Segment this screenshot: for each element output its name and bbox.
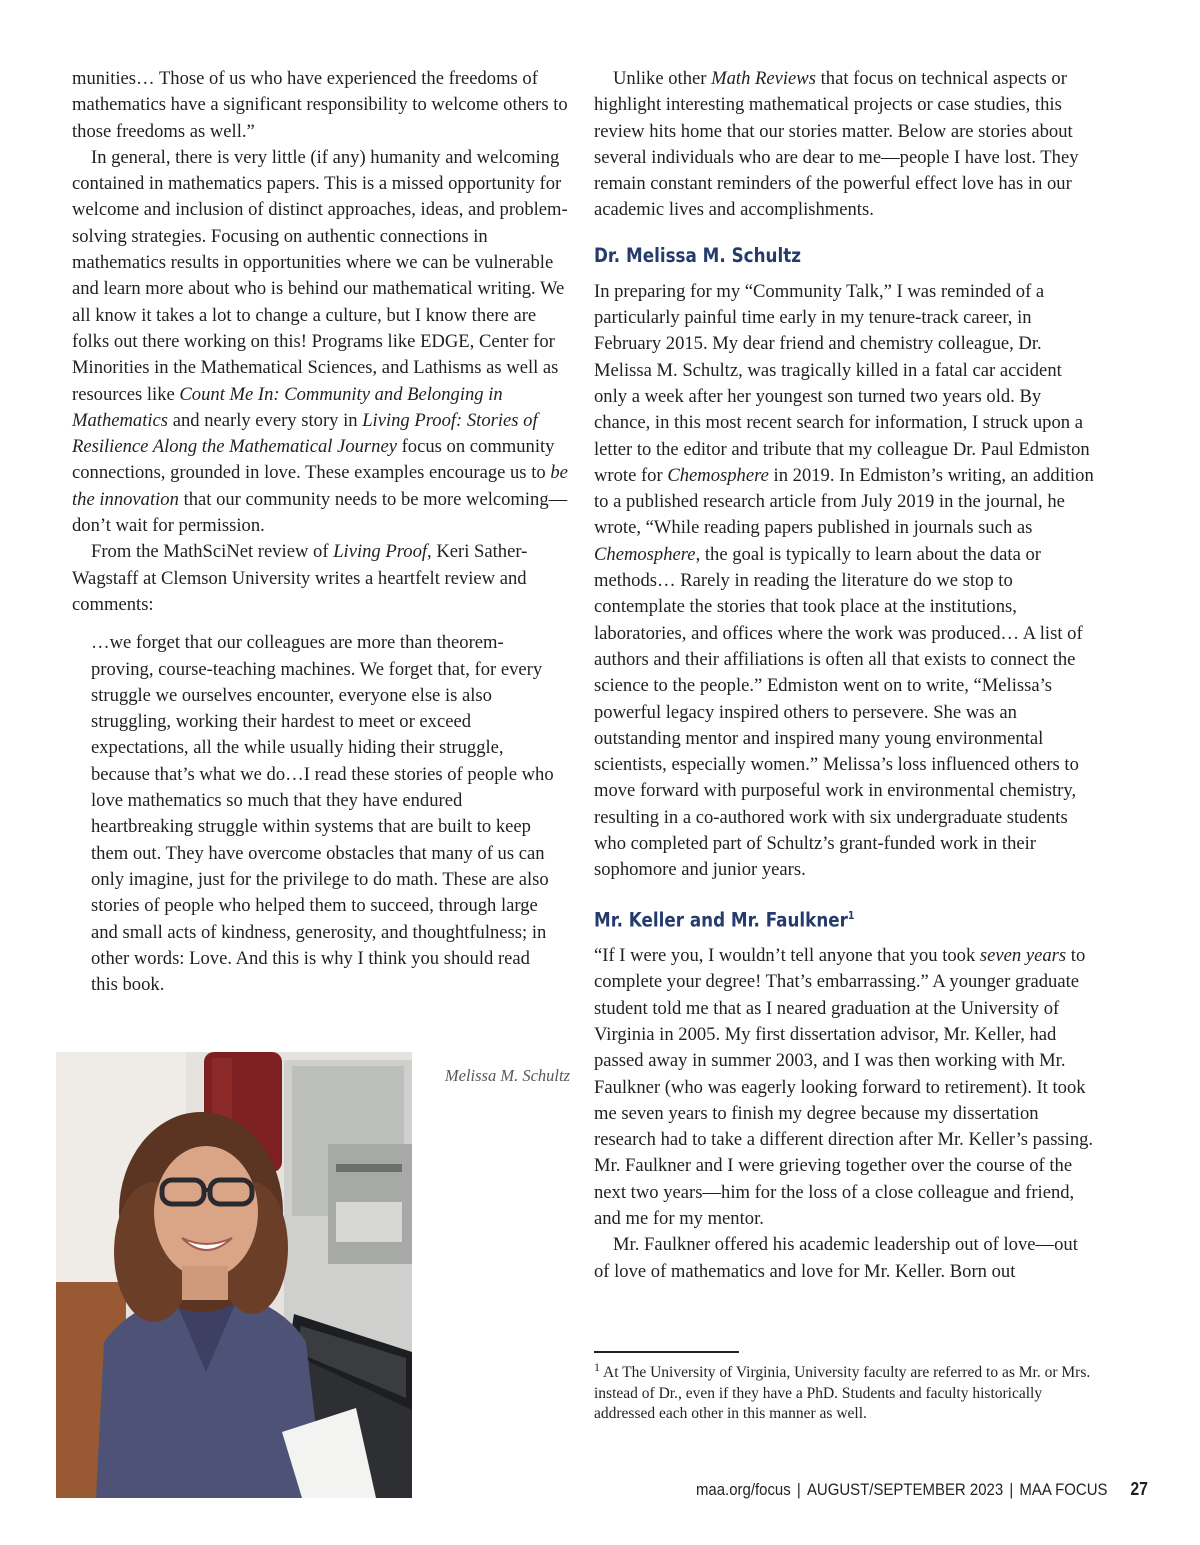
quote-text: …we forget that our colleagues are more than theorem-proving, course-teaching machines. We forget that, for every struggle we ourselves encounter, everyone else is also struggling, working their hardest to meet or exceed expectations, all the while usually hiding their struggle, because that’s what we do…I read these stories of people who love mathematics so much that they have endured heartbreaking struggle within systems that are built to keep them out. They have overcome obstacles that many of us can only imagine, just for the privilege to do math. These are also stories of people who helped them to succeed, through large and small acts of kindness, generosity, and thoughtfulness; in other words: Love. And this is why I think you should read this book. <box>91 632 554 996</box>
page-number: 27 <box>1130 1479 1148 1499</box>
footer-magazine: MAA FOCUS <box>1019 1480 1108 1499</box>
photo-melissa-schultz <box>56 1052 412 1498</box>
paragraph: Unlike other Math Reviews that focus on technical aspects or highlight interesting mathematical projects or case studies, this review hits home that our stories matter. Below are stories about several individuals who are dear to me—people I have lost. They remain constant reminders of the powerful effect love has in our academic lives and accomplishments. <box>594 68 1079 221</box>
footer-url: maa.org/focus <box>695 1480 791 1499</box>
footnote-ref: 1 <box>847 908 855 922</box>
photo-caption: Melissa M. Schultz <box>444 1066 570 1085</box>
paragraph: “If I were you, I wouldn’t tell anyone that you took seven years to complete your degree! That’s embarrassing.” A younger graduate student told me that as I neared graduation at the University of Virginia in 2005. My first dissertation advisor, Mr. Keller, had passed away in summer 2003, and I was then working with Mr. Faulkner (who was eagerly looking forward to retirement). It took me seven years to finish my degree because my dissertation research had to take a different direction after Mr. Keller’s passing. Mr. Faulkner and I were grieving together over the course of the next two years—him for the loss of a close colleague and friend, and me for my mentor. <box>594 945 1094 1230</box>
page-footer: maa.org/focus | AUGUST/SEPTEMBER 2023 | MAA FOCUS 27 <box>695 1479 1148 1499</box>
paragraph: munities… Those of us who have experienced the freedoms of mathematics have a significant responsibility to welcome others to those freedoms as well.” <box>72 68 568 142</box>
paragraph: Mr. Faulkner offered his academic leadership out of love—out of love of mathematics and love for Mr. Keller. Born out <box>594 1234 1078 1282</box>
footnote-number: 1 <box>594 1360 600 1374</box>
footer-issue: AUGUST/SEPTEMBER 2023 <box>806 1480 1004 1499</box>
footnote-divider <box>594 1351 739 1353</box>
paragraph: From the MathSciNet review of Living Proof, Keri Sather-Wagstaff at Clemson University writes a heartfelt review and comments: <box>72 541 528 615</box>
paragraph: In general, there is very little (if any) humanity and welcoming contained in mathematics papers. This is a missed opportunity for welcome and inclusion of distinct approaches, ideas, and problem-solving strategies. Focusing on authentic connections in mathematics results in opportunities where we can be vulnerable and learn more about who is behind our mathematical writing. We all know it takes a lot to change a culture, but I know there are folks out there working on this! Programs like EDGE, Center for Minorities in the Mathematical Sciences, and Lathisms as well as resources like Count Me In: Community and Belonging in Mathematics and nearly every story in Living Proof: Stories of Resilience Along the Mathematical Journey focus on community connections, grounded in love. These examples encourage us to be the innovation that our community needs to be more welcoming—don’t wait for permission. <box>72 146 568 537</box>
paragraph: In preparing for my “Community Talk,” I was reminded of a particularly painful time early in my tenure-track career, in February 2015. My dear friend and chemistry colleague, Dr. Melissa M. Schultz, was tragically killed in a fatal car accident only a week after her youngest son turned two years old. By chance, in this most recent search for information, I struck upon a letter to the editor and tribute that my colleague Dr. Paul Edmiston wrote for Chemosphere in 2019. In Edmiston’s writing, an addition to a published research article from July 2019 in the journal, he wrote, “While reading papers published in journals such as Chemosphere, the goal is typically to learn about the data or methods… Rarely in reading the literature do we stop to contemplate the stories that took place at the institutions, laboratories, and offices where the work was produced… A list of authors and their affiliations is often all that exists to connect the science to the people.” Edmiston went on to write, “Melissa’s powerful legacy inspired others to persevere. She was an outstanding mentor and inspired many young environmental scientists, especially women.” Melissa’s loss influenced others to move forward with purposeful work in environmental chemistry, resulting in a co-authored work with six undergraduate students who completed part of Schultz’s grant-funded work in their sophomore and junior years. <box>594 280 1094 881</box>
block-quote <box>91 630 561 998</box>
right-column <box>594 66 1094 1285</box>
footnote: $^1$ At The University of Virginia, University faculty are referred to as Mr. or Mrs. instead of Dr., even if they have a PhD. Students and faculty historically addressed each other in this manner as well. <box>594 1360 1091 1423</box>
section-heading-schultz: Dr. Melissa M. Schultz <box>594 243 802 267</box>
left-column <box>72 66 572 998</box>
section-heading-keller-faulkner: Mr. Keller and Mr. Faulkner$^1$ <box>594 908 855 932</box>
